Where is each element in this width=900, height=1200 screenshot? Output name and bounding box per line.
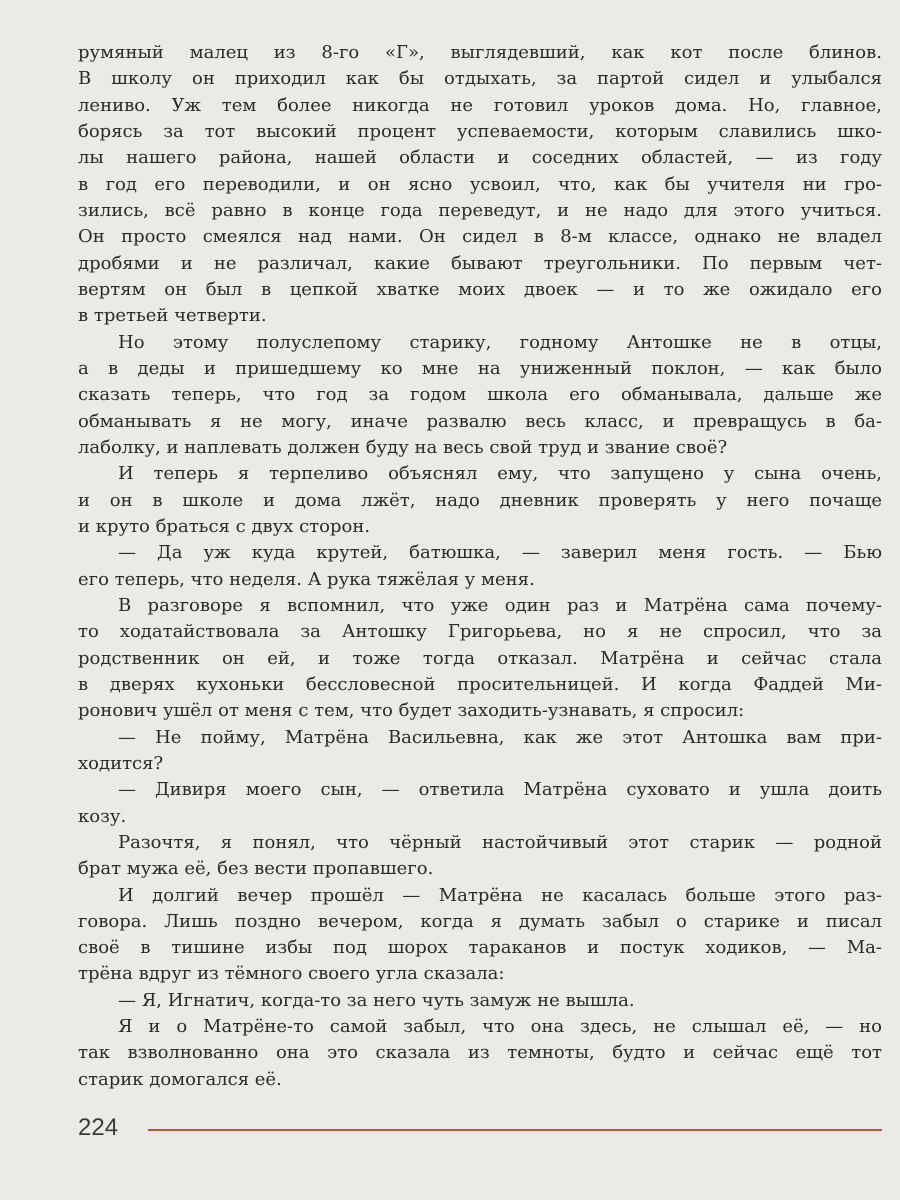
text-line: и он в школе и дома лжёт, надо дневник проверять у него почаще <box>78 489 882 511</box>
text-line: — Не пойму, Матрёна Васильевна, как же этот Антошка вам при- <box>118 726 882 748</box>
paragraph <box>78 40 882 330</box>
text-line: Он просто смеялся над нами. Он сидел в 8-м классе, однако не владел <box>78 226 882 248</box>
text-line: лаболку, и наплевать должен буду на весь свой труд и звание своё? <box>78 436 728 458</box>
paragraph <box>78 330 882 462</box>
paragraph <box>78 988 882 1014</box>
paragraph <box>78 830 882 883</box>
text-line: В разговоре я вспомнил, что уже один раз и Матрёна сама почему- <box>118 594 882 616</box>
text-line: в третьей четверти. <box>78 305 267 327</box>
page-body-text <box>78 40 882 1093</box>
text-line: то ходатайствовала за Антошку Григорьева, но я не спросил, что за <box>78 621 882 643</box>
text-line: румяный малец из 8-го «Г», выглядевший, как кот после блинов. <box>78 42 882 63</box>
text-line: сказать теперь, что год за годом школа его обманывала, дальше же <box>78 384 882 406</box>
text-line: старик домогался её. <box>78 1068 282 1090</box>
text-line: лениво. Уж тем более никогда не готовил уроков дома. Но, главное, <box>78 94 882 116</box>
text-line: в год его переводили, и он ясно усвоил, что, как бы учителя ни гро- <box>78 173 882 195</box>
text-line: его теперь, что неделя. А рука тяжёлая у меня. <box>78 568 535 590</box>
paragraph <box>78 540 882 593</box>
text-line: Но этому полуслепому старику, годному Антошке не в отцы, <box>118 331 882 353</box>
text-line: В школу он приходил как бы отдыхать, за партой сидел и улыбался <box>78 68 882 90</box>
text-line: говора. Лишь поздно вечером, когда я думать забыл о старике и писал <box>78 910 882 932</box>
text-line: — Да уж куда крутей, батюшка, — заверил меня гость. — Бью <box>118 542 882 564</box>
text-line: Разочтя, я понял, что чёрный настойчивый этот старик — родной <box>118 831 882 853</box>
paragraph <box>78 883 882 988</box>
text-line: козу. <box>78 805 127 827</box>
text-line: ронович ушёл от меня с тем, что будет заходить-узнавать, я спросил: <box>78 700 745 722</box>
text-line: так взволнованно она это сказала из темноты, будто и сейчас ещё тот <box>78 1042 882 1064</box>
text-line: брат мужа её, без вести пропавшего. <box>78 858 434 880</box>
text-line: — Дивиря моего сын, — ответила Матрёна суховато и ушла доить <box>118 779 882 801</box>
text-line: вертям он был в цепкой хватке моих двоек — и то же ожидало его <box>78 278 882 300</box>
text-line: в дверях кухоньки бессловесной просительницей. И когда Фаддей Ми- <box>78 673 882 695</box>
text-line: Я и о Матрёне-то самой забыл, что она здесь, не слышал её, — но <box>118 1016 882 1038</box>
text-line: трёна вдруг из тёмного своего угла сказала: <box>78 963 505 985</box>
text-line: — Я, Игнатич, когда-то за него чуть замуж не вышла. <box>118 989 635 1011</box>
text-line: зились, всё равно в конце года переведут, и не надо для этого учиться. <box>78 199 882 221</box>
text-line: родственник он ей, и тоже тогда отказал. Матрёна и сейчас стала <box>78 647 882 669</box>
text-line: своё в тишине избы под шорох тараканов и постук ходиков, — Ма- <box>78 937 882 959</box>
paragraph <box>78 777 882 830</box>
text-line: а в деды и пришедшему ко мне на униженный поклон, — как было <box>78 357 882 379</box>
text-line: и круто браться с двух сторон. <box>78 515 371 537</box>
paragraph <box>78 725 882 778</box>
paragraph <box>78 593 882 725</box>
text-line: лы нашего района, нашей области и соседних областей, — из году <box>78 147 882 169</box>
text-line: обманывать я не могу, иначе развалю весь класс, и превращусь в ба- <box>78 410 882 432</box>
footer-rule <box>148 1129 882 1131</box>
text-line: дробями и не различал, какие бывают треугольники. По первым чет- <box>78 252 882 274</box>
text-line: ходится? <box>78 752 164 774</box>
page-number: 224 <box>78 1114 119 1141</box>
paragraph <box>78 1014 882 1093</box>
text-line: И теперь я терпеливо объяснял ему, что запущено у сына очень, <box>118 463 882 485</box>
text-line: борясь за тот высокий процент успеваемости, которым славились шко- <box>78 120 882 142</box>
paragraph <box>78 461 882 540</box>
text-line: И долгий вечер прошёл — Матрёна не касалась больше этого раз- <box>118 884 882 906</box>
